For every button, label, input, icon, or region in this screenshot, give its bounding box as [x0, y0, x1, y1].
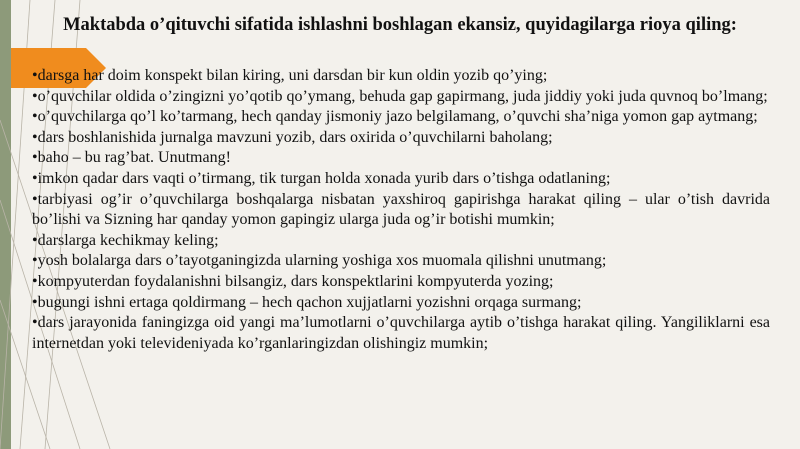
list-item-text: dars jarayonida faningizga oid yangi ma’lumotlarni o’quvchilarga aytib o’tishga harakat qiling. Yangiliklarni esa internetdan yoki televideniyada ko’rganlaringizdan olishingiz mumkin;: [32, 314, 770, 352]
list-item: [32, 148, 770, 169]
list-item: [32, 128, 770, 149]
list-item: [32, 272, 770, 293]
list-item-text: o’quvchilarga qo’l ko’tarmang, hech qanday jismoniy jazo belgilamang, o’quvchi sha’niga yomon gap aytmang;: [37, 108, 758, 126]
list-item: [32, 107, 770, 128]
list-item-text: kompyuterdan foydalanishni bilsangiz, dars konspektlarini kompyuterda yozing;: [37, 272, 554, 290]
list-item-text: bugungi ishni ertaga qoldirmang – hech qachon xujjatlarni yozishni orqaga surmang;: [37, 293, 582, 311]
list-item: [32, 190, 770, 231]
list-item-text: o’quvchilar oldida o’zingizni yo’qotib qo’ymang, behuda gap gapirmang, juda jiddiy yoki juda quvnoq bo’lmang;: [37, 87, 768, 105]
list-item: [32, 87, 770, 108]
list-item-text: dars boshlanishida jurnalga mavzuni yozib, dars oxirida o’quvchilarni baholang;: [37, 128, 553, 146]
bullet-marker: •: [32, 149, 38, 167]
list-item: [32, 293, 770, 314]
bullet-marker: •: [32, 314, 38, 332]
list-item-text: darsga har doim konspekt bilan kiring, uni darsdan bir kun oldin yozib qo’ying;: [37, 67, 548, 84]
list-item: [32, 251, 770, 272]
bullet-marker: •: [32, 108, 38, 126]
list-item: [32, 169, 770, 190]
list-item-text: tarbiyasi og’ir o’quvchilarga boshqalarga nisbatan yaxshiroq gapirishga harakat qiling – ular o’tish davrida bo’lishi va Sizning har qanday yomon gapingiz ularga juda og’ir botishi mumkin;: [32, 190, 770, 229]
bullet-marker: •: [32, 293, 38, 311]
list-item: [32, 66, 770, 87]
bullet-marker: •: [32, 252, 38, 270]
list-item-text: baho – bu rag’bat. Unutmang!: [37, 149, 231, 167]
bullet-list: [32, 66, 770, 354]
left-decor-bar: [0, 0, 11, 449]
bullet-marker: •: [32, 231, 38, 249]
list-item: [32, 313, 770, 354]
bullet-marker: •: [32, 169, 38, 187]
bullet-marker: •: [32, 190, 38, 208]
list-item-text: yosh bolalarga dars o’tayotganingizda ularning yoshiga xos muomala qilishni unutmang;: [37, 252, 607, 270]
list-item: [32, 231, 770, 252]
list-item-text: darslarga kechikmay keling;: [37, 231, 219, 249]
bullet-marker: •: [32, 67, 38, 84]
bullet-marker: •: [32, 128, 38, 146]
page-title: Maktabda o’qituvchi sifatida ishlashni boshlagan ekansiz, quyidagilarga rioya qiling:: [63, 15, 737, 35]
list-item-text: imkon qadar dars vaqti o’tirmang, tik turgan holda xonada yurib dars o’tishga odatlaning;: [37, 169, 611, 187]
bullet-marker: •: [32, 272, 38, 290]
bullet-marker: •: [32, 87, 38, 105]
